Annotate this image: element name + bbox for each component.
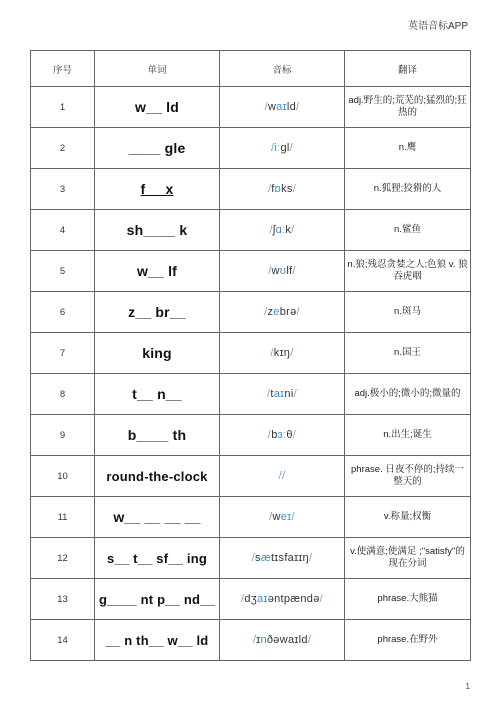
word-blank: t__ n__ xyxy=(95,374,220,415)
phonetic-symbol xyxy=(220,415,345,456)
phonetic-slash-close: / xyxy=(292,429,297,441)
phonetic-slash-close: / xyxy=(296,101,300,113)
phonetic-slash-open: / xyxy=(267,183,272,195)
phonetic-slash-close: / xyxy=(291,224,295,236)
phonetic-highlight: aɪ xyxy=(276,101,287,113)
phonetic-symbol xyxy=(220,538,345,579)
phonetic-symbol xyxy=(220,333,345,374)
phonetic-highlight: aɪ xyxy=(257,593,268,605)
word-blank: king xyxy=(95,333,220,374)
phonetic-prefix: z xyxy=(267,306,274,318)
phonetic-prefix: s xyxy=(255,552,261,564)
phonetic-slash-close: / xyxy=(296,306,300,318)
table-row xyxy=(31,292,471,333)
row-number: 14 xyxy=(31,620,95,661)
phonetic-suffix: tɪsfaɪɪŋ xyxy=(270,552,309,564)
row-number: 4 xyxy=(31,210,95,251)
column-header-phonetic: 音标 xyxy=(220,51,345,87)
phonetic-prefix: b xyxy=(271,429,278,441)
phonetic-prefix: dʒ xyxy=(244,593,258,605)
word-blank: w__ lf xyxy=(95,251,220,292)
row-number: 5 xyxy=(31,251,95,292)
phonetic-highlight: eɪ xyxy=(280,511,292,523)
row-number: 1 xyxy=(31,87,95,128)
phonetic-slash-open: / xyxy=(271,142,275,154)
phonetic-slash-open: / xyxy=(278,470,282,482)
translation: n.斑马 xyxy=(345,292,471,333)
table-row xyxy=(31,169,471,210)
phonetic-slash-open: / xyxy=(264,101,268,113)
translation: adj.野生的;荒芜的;猛烈的;狂热的 xyxy=(345,87,471,128)
phonetic-suffix: gl xyxy=(280,142,290,154)
phonetic-slash-close: / xyxy=(291,511,295,523)
row-number: 8 xyxy=(31,374,95,415)
phonetic-symbol xyxy=(220,87,345,128)
phonetic-suffix: ni xyxy=(284,388,294,400)
word-blank: w__ __ __ __ xyxy=(95,497,220,538)
phonetic-slash-open: / xyxy=(267,388,271,400)
phonetic-suffix: brə xyxy=(279,306,297,318)
phonetic-highlight: æ xyxy=(260,552,271,564)
table-header-row xyxy=(31,51,471,87)
phonetic-slash-open: / xyxy=(268,265,272,277)
translation: phrase.大熊猫 xyxy=(345,579,471,620)
phonetic-highlight: ɒ xyxy=(274,183,282,195)
phonetic-suffix: əntpændə xyxy=(267,593,320,605)
translation: n.狐狸;狡猾的人 xyxy=(345,169,471,210)
row-number: 12 xyxy=(31,538,95,579)
phonetic-slash-close: / xyxy=(319,593,324,605)
phonetic-highlight: ʊ xyxy=(279,265,287,277)
phonetic-suffix: ðəwaɪld xyxy=(266,634,308,646)
phonetic-symbol xyxy=(220,169,345,210)
phonetic-slash-open: / xyxy=(269,224,273,236)
translation: adj.极小的;微小的;微量的 xyxy=(345,374,471,415)
phonetic-prefix: w xyxy=(271,265,280,277)
phonetic-prefix: w xyxy=(267,101,277,113)
phonetic-symbol xyxy=(220,620,345,661)
word-blank: s__ t__ sf__ ing xyxy=(95,538,220,579)
phonetic-prefix: w xyxy=(272,511,281,523)
translation: n.出生;诞生 xyxy=(345,415,471,456)
phonetic-slash-close: / xyxy=(289,142,293,154)
table-row xyxy=(31,333,471,374)
phonetic-prefix: t xyxy=(270,388,274,400)
phonetic-suffix: k xyxy=(285,224,292,236)
row-number: 10 xyxy=(31,456,95,497)
vocabulary-table xyxy=(30,50,471,661)
word-blank: f__ x xyxy=(95,169,220,210)
phonetic-highlight: n xyxy=(260,634,267,646)
row-number: 3 xyxy=(31,169,95,210)
phonetic-symbol xyxy=(220,128,345,169)
phonetic-prefix: f xyxy=(271,183,275,195)
word-blank: __ n th__ w__ ld xyxy=(95,620,220,661)
table-row xyxy=(31,579,471,620)
phonetic-suffix: ld xyxy=(286,101,297,113)
phonetic-slash-open: / xyxy=(252,634,257,646)
phonetic-slash-open: / xyxy=(240,593,245,605)
phonetic-slash-close: / xyxy=(292,183,297,195)
table-row xyxy=(31,210,471,251)
phonetic-slash-open: / xyxy=(269,511,273,523)
column-header-number: 序号 xyxy=(31,51,95,87)
translation: phrase.在野外 xyxy=(345,620,471,661)
row-number: 11 xyxy=(31,497,95,538)
translation: v.称量;权衡 xyxy=(345,497,471,538)
word-blank: g____ nt p__ nd__ xyxy=(95,579,220,620)
phonetic-slash-open: / xyxy=(267,429,272,441)
table-row xyxy=(31,128,471,169)
row-number: 2 xyxy=(31,128,95,169)
translation: n.国王 xyxy=(345,333,471,374)
word-blank: b____ th xyxy=(95,415,220,456)
word-blank: round-the-clock xyxy=(95,456,220,497)
phonetic-symbol xyxy=(220,579,345,620)
phonetic-highlight: iː xyxy=(274,142,281,154)
phonetic-slash-close: / xyxy=(307,634,312,646)
phonetic-symbol xyxy=(220,210,345,251)
table-row xyxy=(31,456,471,497)
phonetic-suffix: ks xyxy=(281,183,293,195)
phonetic-slash-close: / xyxy=(293,388,297,400)
phonetic-highlight: e xyxy=(273,306,280,318)
word-blank: sh____ k xyxy=(95,210,220,251)
phonetic-highlight: aɪ xyxy=(273,388,285,400)
phonetic-prefix: ɪ xyxy=(256,634,261,646)
phonetic-prefix: kɪŋ xyxy=(273,347,291,359)
table-row xyxy=(31,374,471,415)
phonetic-symbol xyxy=(220,374,345,415)
table-row xyxy=(31,415,471,456)
phonetic-slash-close: / xyxy=(282,470,286,482)
phonetic-suffix: lf xyxy=(286,265,293,277)
table-row xyxy=(31,538,471,579)
table-row xyxy=(31,87,471,128)
phonetic-symbol xyxy=(220,456,345,497)
phonetic-slash-close: / xyxy=(308,552,313,564)
app-title: 英语音标APP xyxy=(407,21,468,32)
table-row xyxy=(31,497,471,538)
phonetic-suffix: θ xyxy=(286,429,293,441)
phonetic-slash-open: / xyxy=(264,306,268,318)
row-number: 7 xyxy=(31,333,95,374)
phonetic-slash-open: / xyxy=(270,347,274,359)
word-blank: w__ ld xyxy=(95,87,220,128)
phonetic-prefix: ʃ xyxy=(272,224,276,236)
column-header-translation: 翻译 xyxy=(345,51,471,87)
phonetic-symbol xyxy=(220,292,345,333)
translation: n.狼;残忍贪婪之人;色狼 v. 狼吞虎咽 xyxy=(345,251,471,292)
row-number: 13 xyxy=(31,579,95,620)
translation: n.鲨鱼 xyxy=(345,210,471,251)
translation: v.使满意;使满足 ;"satisfy"的现在分词 xyxy=(345,538,471,579)
row-number: 6 xyxy=(31,292,95,333)
phonetic-highlight: ɜː xyxy=(277,429,287,441)
word-blank: ____ gle xyxy=(95,128,220,169)
phonetic-symbol xyxy=(220,497,345,538)
phonetic-slash-open: / xyxy=(251,552,256,564)
table-row xyxy=(31,620,471,661)
word-blank: z__ br__ xyxy=(95,292,220,333)
translation: phrase. 日夜不停的;持续一整天的 xyxy=(345,456,471,497)
table-row xyxy=(31,251,471,292)
row-number: 9 xyxy=(31,415,95,456)
phonetic-highlight: ɑː xyxy=(275,224,286,236)
phonetic-symbol xyxy=(220,251,345,292)
column-header-word: 单词 xyxy=(95,51,220,87)
translation: n.鹰 xyxy=(345,128,471,169)
phonetic-slash-close: / xyxy=(290,347,294,359)
phonetic-slash-close: / xyxy=(292,265,296,277)
page-number: 1 xyxy=(465,682,470,691)
